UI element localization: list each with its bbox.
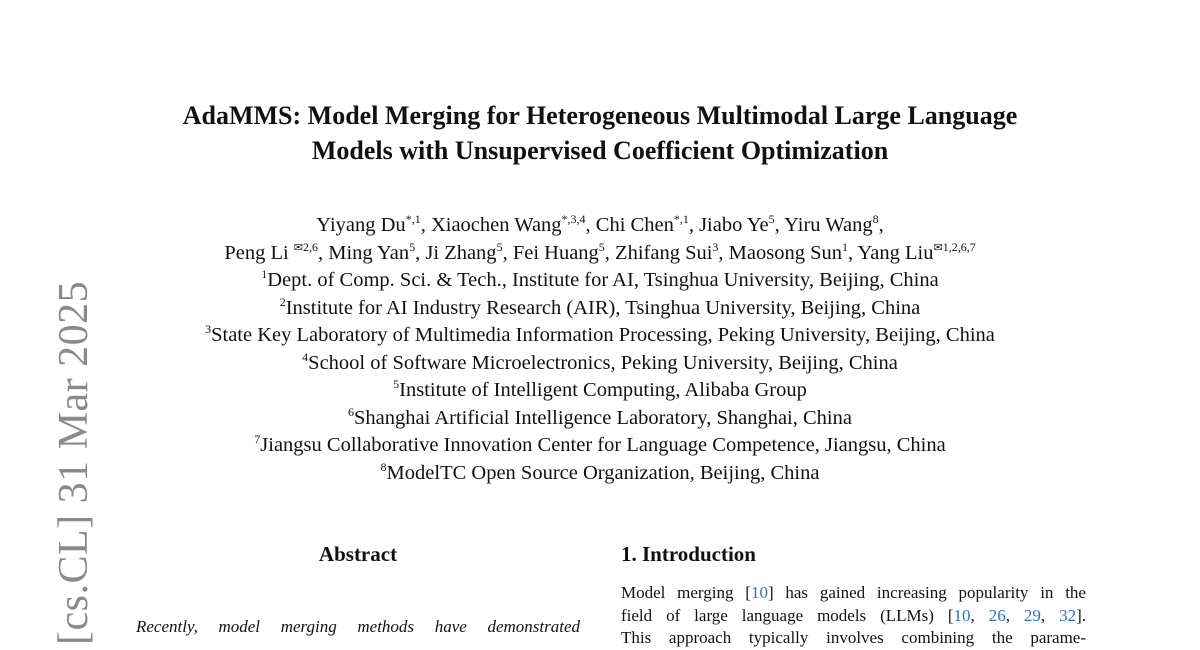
introduction-section bbox=[621, 540, 1086, 650]
intro-line: This approach typically involves combining the parame- bbox=[621, 628, 1086, 647]
intro-text-run: , bbox=[970, 605, 989, 625]
affiliation-number: 7 bbox=[254, 432, 261, 447]
author-affil-marker: 8 bbox=[872, 212, 879, 227]
author-name: Maosong Sun bbox=[728, 241, 843, 264]
affiliation-text: Institute for AI Industry Research (AIR), Tsinghua University, Beijing, China bbox=[285, 296, 921, 319]
title-line-1: AdaMMS: Model Merging for Heterogeneous Multimodal Large Language bbox=[182, 101, 1018, 130]
affiliation-text: Shanghai Artificial Intelligence Laboratory, Shanghai, China bbox=[354, 406, 852, 429]
author-name: Yiyang Du bbox=[316, 214, 406, 236]
citation-link[interactable]: 32 bbox=[1059, 605, 1077, 625]
paper-title bbox=[0, 98, 1200, 168]
intro-text-run: Model merging [ bbox=[621, 583, 751, 602]
author-affil-marker: 3 bbox=[712, 239, 719, 254]
author-separator: , bbox=[318, 241, 329, 264]
abstract-heading: Abstract bbox=[318, 542, 398, 566]
intro-text-run: ]. bbox=[1076, 605, 1087, 625]
abstract-line: Recently, model merging methods have demonstrated bbox=[136, 617, 580, 636]
author-affil-marker: 2,6 bbox=[303, 239, 318, 254]
author-line-1 bbox=[0, 212, 1200, 240]
affiliation-number: 3 bbox=[205, 322, 212, 337]
author-affil-marker: *,3,4 bbox=[561, 212, 586, 227]
author-name: Ji Zhang bbox=[425, 241, 497, 264]
author-name: Yang Liu bbox=[857, 241, 934, 264]
author-name: Chi Chen bbox=[595, 214, 674, 236]
author-affil-marker: 5 bbox=[598, 239, 605, 254]
affiliation-text: School of Software Microelectronics, Peking University, Beijing, China bbox=[308, 351, 898, 374]
citation-link[interactable]: 10 bbox=[750, 583, 768, 602]
intro-line bbox=[621, 605, 1086, 628]
abstract-text bbox=[136, 616, 580, 638]
mail-icon bbox=[933, 240, 975, 254]
author-separator: , bbox=[774, 214, 785, 236]
author-name: Zhifang Sui bbox=[615, 241, 713, 264]
affiliation-item bbox=[0, 405, 1200, 433]
affiliation-text: ModelTC Open Source Organization, Beijing, China bbox=[386, 461, 820, 484]
citation-link[interactable]: 10 bbox=[953, 605, 971, 625]
title-line-2: Models with Unsupervised Coefficient Optimization bbox=[311, 136, 889, 165]
author-affil-marker: 5 bbox=[409, 239, 416, 254]
author-name: Fei Huang bbox=[512, 241, 599, 264]
citation-link[interactable]: 29 bbox=[1023, 605, 1041, 625]
intro-text-run: , bbox=[1005, 605, 1024, 625]
mail-icon bbox=[294, 240, 318, 254]
mail-icon-glyph: ✉ bbox=[933, 241, 943, 254]
affiliation-text: Jiangsu Collaborative Innovation Center for Language Competence, Jiangsu, China bbox=[260, 434, 946, 456]
author-affil-marker: 1,2,6,7 bbox=[942, 239, 976, 254]
intro-text-run: , bbox=[1040, 605, 1060, 625]
author-name: Jiabo Ye bbox=[699, 214, 769, 236]
intro-text-run: field of large language models (LLMs) [ bbox=[621, 605, 954, 625]
author-separator: , bbox=[502, 241, 513, 264]
introduction-text bbox=[621, 582, 1086, 650]
author-affil-marker: 5 bbox=[768, 212, 775, 227]
citation-link[interactable]: 26 bbox=[988, 605, 1006, 625]
author-separator: , bbox=[848, 241, 858, 264]
affiliation-number: 8 bbox=[380, 459, 387, 474]
author-separator: , bbox=[604, 241, 616, 264]
author-affil-marker: *,1 bbox=[405, 212, 421, 227]
author-affil-marker: 1 bbox=[842, 239, 849, 254]
affiliation-number: 4 bbox=[302, 349, 309, 364]
affiliation-item bbox=[0, 322, 1200, 350]
author-name: Yiru Wang bbox=[784, 214, 873, 236]
affiliation-item bbox=[0, 350, 1200, 378]
author-separator: , bbox=[585, 214, 596, 236]
mail-icon-glyph: ✉ bbox=[293, 241, 303, 254]
affiliation-number: 5 bbox=[393, 377, 400, 392]
affiliation-text: Dept. of Comp. Sci. & Tech., Institute for AI, Tsinghua University, Beijing, China bbox=[267, 269, 939, 291]
author-separator: , bbox=[420, 214, 431, 236]
affiliation-number: 6 bbox=[348, 404, 355, 419]
affiliation-item bbox=[0, 377, 1200, 405]
affiliation-item bbox=[0, 267, 1200, 295]
introduction-heading: 1. Introduction bbox=[621, 542, 756, 566]
author-separator: , bbox=[415, 241, 426, 264]
author-affil-marker: *,1 bbox=[673, 212, 689, 227]
affiliation-item bbox=[0, 432, 1200, 460]
author-separator: , bbox=[718, 241, 729, 264]
author-name: Ming Yan bbox=[328, 241, 410, 264]
intro-text-run: ] has gained increasing popularity in the bbox=[767, 583, 1086, 602]
author-affil-marker: 5 bbox=[496, 239, 503, 254]
affiliation-list bbox=[0, 267, 1200, 487]
author-line-2 bbox=[0, 240, 1200, 268]
affiliation-item bbox=[0, 460, 1200, 488]
arxiv-identifier: [cs.CL] 31 Mar 2025 bbox=[51, 280, 97, 645]
abstract-section bbox=[136, 540, 580, 638]
affiliation-text: Institute of Intelligent Computing, Alibaba Group bbox=[399, 379, 807, 401]
author-name: Peng Li bbox=[224, 241, 294, 264]
affiliation-number: 1 bbox=[261, 267, 268, 282]
affiliation-number: 2 bbox=[279, 294, 286, 309]
affiliation-item bbox=[0, 295, 1200, 323]
intro-line bbox=[621, 582, 1086, 605]
affiliation-text: State Key Laboratory of Multimedia Information Processing, Peking University, Beijing, China bbox=[211, 324, 995, 346]
author-separator: , bbox=[878, 214, 884, 236]
author-name: Xiaochen Wang bbox=[430, 214, 562, 236]
author-separator: , bbox=[688, 214, 700, 236]
author-list bbox=[0, 212, 1200, 267]
